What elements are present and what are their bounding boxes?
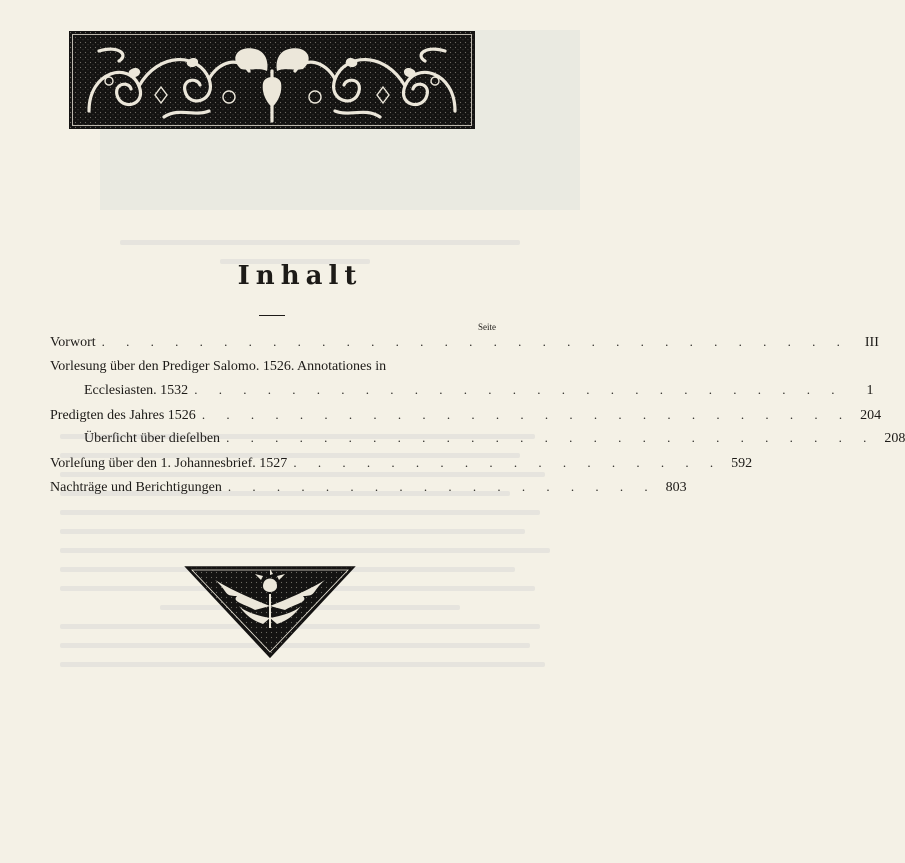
toc-entry <box>50 359 496 375</box>
toc-entry <box>84 430 905 447</box>
ornament-thistle-bottom <box>185 566 355 658</box>
ornament-banner-top <box>69 31 475 129</box>
leader-dots: . . . . . . . . . . . . . . . . . . <box>293 455 723 470</box>
leader-dots: . . . . . . . . . . . . . . . . . . . . . . . . . . . . . . . <box>101 334 849 349</box>
toc-entry-title: Vorwort <box>50 335 96 350</box>
page-title: Inhalt <box>237 261 363 291</box>
toc-entry-page: 204 <box>860 408 882 423</box>
toc-entry-title: Vorlesung über den Prediger Salomo. 1526. Annotationes in <box>50 359 387 374</box>
toc-entry-continuation <box>84 382 874 399</box>
toc-entry-title: Nachträge und Berichtigungen <box>50 480 222 495</box>
toc-entry-page: 1 <box>866 383 874 398</box>
toc-entry <box>50 334 879 351</box>
page-column-label: Seite <box>478 322 496 332</box>
toc-entry-title: Ecclesiasten. 1532 <box>84 383 189 398</box>
toc-entry <box>50 407 882 424</box>
toc-entry-page: III <box>864 335 879 350</box>
leader-dots: . . . . . . . . . . . . . . . . . . . . . . . . . . . <box>226 430 876 445</box>
toc-entry <box>50 455 753 472</box>
toc-entry <box>50 479 687 496</box>
leader-dots: . . . . . . . . . . . . . . . . . . . . . . . . . . . <box>201 407 852 422</box>
leader-dots: . . . . . . . . . . . . . . . . . . <box>227 479 657 494</box>
toc-entry-title: Vorleſung über den 1. Johannesbrief. 1527 <box>50 456 288 471</box>
toc-entry-title: Überſicht über dieſelben <box>84 431 221 446</box>
leader-dots: . . . . . . . . . . . . . . . . . . . . . . . . . . . <box>194 382 844 397</box>
toc-entry-page: 208 <box>884 431 905 446</box>
toc-entry-title: Predigten des Jahres 1526 <box>50 408 196 423</box>
title-rule <box>259 315 285 316</box>
toc-entry-page: 592 <box>731 456 753 471</box>
toc-entry-page: 803 <box>665 480 687 495</box>
